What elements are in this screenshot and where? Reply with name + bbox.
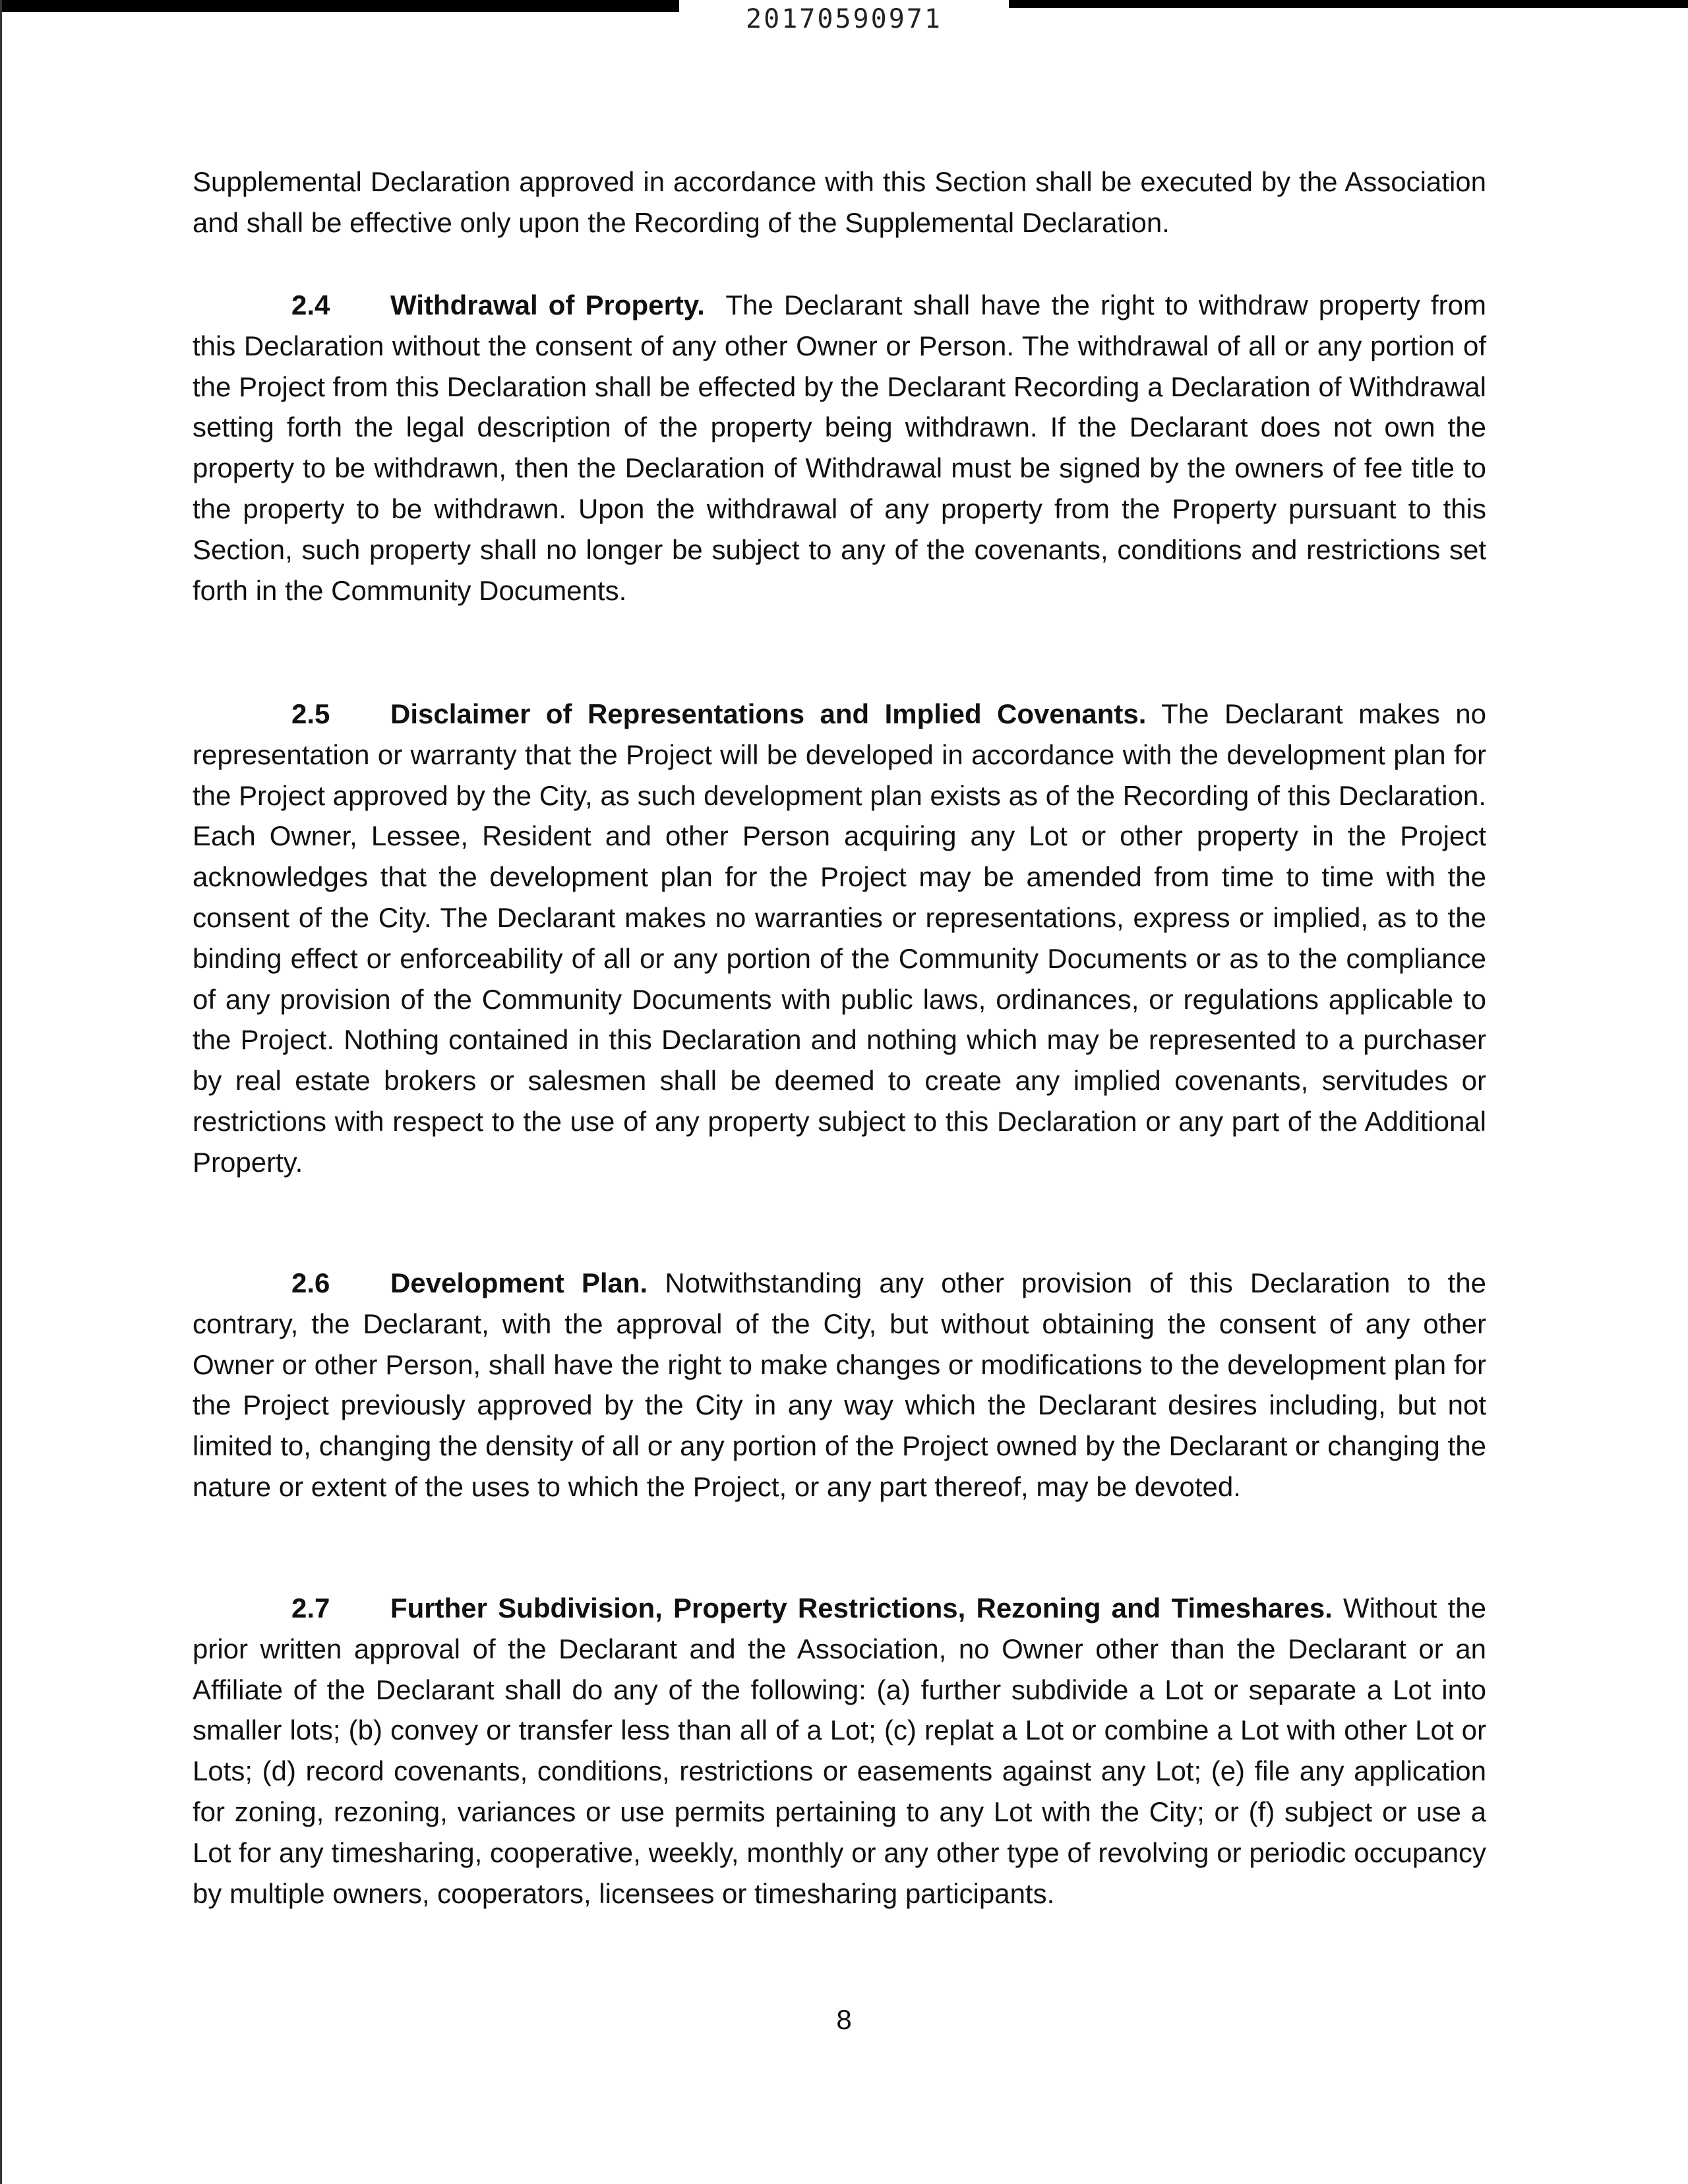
section-heading: Withdrawal of Property. bbox=[390, 289, 705, 320]
section-text: Without the prior written approval of the Declarant and the Association, no Owner other than the Declarant or an Affiliate of the Declarant shall do any of the following: (a) further subdivide a Lot or separate a Lot into smaller lots; (b) convey or transfer less than all of a Lot; (c) replat a Lot or combine a Lot with other Lot or Lots; (d) record covenants, conditions, restrictions or easements against any Lot; (e) file any application for zoning, rezoning, variances or use permits pertaining to any Lot with the City; or (f) subject or use a Lot for any timesharing, cooperative, weekly, monthly or any other type of revolving or periodic occupancy by multiple owners, cooperators, licensees or timesharing participants. bbox=[193, 1592, 1486, 1909]
section-2-4 bbox=[193, 285, 1486, 611]
section-text: The Declarant shall have the right to withdraw property from this Declaration without the consent of any other Owner or Person. The withdrawal of all or any portion of the Project from this Declaration shall be effected by the Declarant Recording a Declaration of Withdrawal setting forth the legal description of the property being withdrawn. If the Declarant does not own the property to be withdrawn, then the Declaration of Withdrawal must be signed by the owners of fee title to the property to be withdrawn. Upon the withdrawal of any property from the Property pursuant to this Section, such property shall no longer be subject to any of the covenants, conditions and restrictions set forth in the Community Documents. bbox=[193, 289, 1486, 606]
document-number: 20170590971 bbox=[746, 4, 942, 34]
page-number: 8 bbox=[836, 2004, 852, 2035]
section-text: Notwithstanding any other provision of this Declaration to the contrary, the Declarant, with the approval of the City, but without obtaining the consent of any other Owner or other Person, shall have the right to make changes or modifications to the development plan for the Project previously approved by the City in any way which the Declarant desires including, but not limited to, changing the density of all or any portion of the Project owned by the Declarant or changing the nature or extent of the uses to which the Project, or any part thereof, may be devoted. bbox=[193, 1267, 1487, 1502]
section-text: The Declarant makes no representation or warranty that the Project will be developed in accordance with the development plan for the Project approved by the City, as such development plan exists as of the Recording of this Declaration. Each Owner, Lessee, Resident and other Person acquiring any Lot or other property in the Project acknowledges that the development plan for the Project may be amended from time to time with the consent of the City. The Declarant makes no warranties or representations, express or implied, as to the binding effect or enforceability of all or any portion of the Community Documents or as to the compliance of any provision of the Community Documents with public laws, ordinances, or regulations applicable to the Project. Nothing contained in this Declaration and nothing which may be represented to a purchaser by real estate brokers or salesmen shall be deemed to create any implied covenants, servitudes or restrictions with respect to the use of any property subject to this Declaration or any part of the Additional Property. bbox=[193, 698, 1486, 1178]
section-2-5 bbox=[193, 694, 1486, 1183]
section-number: 2.6 bbox=[291, 1267, 330, 1298]
section-2-6 bbox=[193, 1263, 1486, 1507]
scan-border-left bbox=[0, 0, 2, 2184]
section-2-7 bbox=[193, 1588, 1486, 1914]
section-heading: Disclaimer of Representations and Implied Covenants. bbox=[390, 698, 1147, 729]
paragraph-text: Supplemental Declaration approved in accordance with this Section shall be executed by the Association and shall be effective only upon the Recording of the Supplemental Declaration. bbox=[193, 166, 1486, 238]
section-heading: Further Subdivision, Property Restrictions, Rezoning and Timeshares. bbox=[390, 1592, 1333, 1623]
paragraph-continuation bbox=[193, 162, 1486, 243]
section-number: 2.7 bbox=[291, 1592, 330, 1623]
section-heading: Development Plan. bbox=[390, 1267, 648, 1298]
section-number: 2.4 bbox=[291, 289, 330, 320]
section-number: 2.5 bbox=[291, 698, 330, 729]
